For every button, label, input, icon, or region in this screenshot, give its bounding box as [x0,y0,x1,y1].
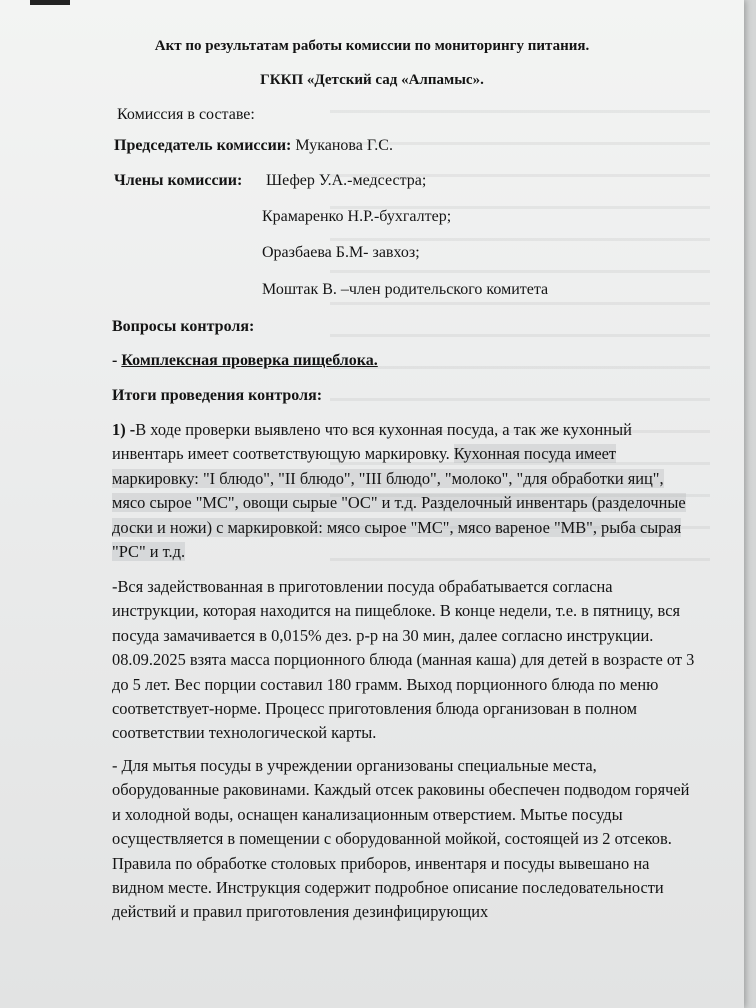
result-paragraph-2: -Вся задействованная в приготовлении посуда обрабатывается согласна инструкции, которая находится на пищеблоке. В конце недели, т.е. в пятницу, вся посуда замачивается в 0,015% дез. р-р на 30 мин, далее согласно инструкции. 08.09.2025 взята масса порционного блюда (манная каша) для детей в возрасте от 3 до 5 лет. Вес порции составил 180 грамм. Выход порционного блюда по меню соответствует-норме. Процесс приготовления блюда организован в полном соответствии технологической карты. [112,577,695,743]
document-title: Акт по результатам работы комиссии по мониторингу питания. [154,38,590,54]
result-paragraph-1 [112,418,698,564]
question-item [112,352,378,370]
commission-intro: Комиссия в составе: [117,106,255,123]
page-edge-mark [30,0,70,5]
results-heading: Итоги проведения контроля: [112,387,323,404]
document-subtitle: ГККП «Детский сад «Алпамыс». [260,72,484,88]
paragraph-number: 1) - [112,420,136,439]
questions-heading: Вопросы контроля: [112,318,255,335]
chair-name: Муканова Г.С. [295,137,393,154]
members-label: Члены комиссии: [114,172,243,189]
result-paragraph-3: - Для мытья посуды в учреждении организованы специальные места, оборудованные раковинами. Каждый отсек раковины обеспечен подводом горячей и холодной воды, оснащен канализационным отверстием. Мытье посуды осуществляется в помещении с оборудованной мойкой, состоящей из 2 отсеков. Правила по обработке столовых приборов, инвентаря и посуды вывешано на видном месте. Инструкция содержит подробное описание последовательности действий и правил приготовления дезинфицирующих [112,756,690,922]
question-text: Комплексная проверка пищеблока. [121,352,378,369]
paragraph-1-text: В ходе проверки выявлено что вся кухонная посуда, а так же кухонный инвентарь имеет соответствующую маркировку. [112,420,632,464]
member-item: Моштак В. –член родительского комитета [262,281,549,298]
member-item: Шефер У.А.-медсестра; [266,172,427,189]
member-item: Крамаренко Н.Р.-бухгалтер; [262,208,452,225]
question-dash: - [112,352,122,369]
chair-row [114,137,393,155]
paragraph-1-highlighted-text: Кухонная посуда имеет маркировку: "I блюдо", "II блюдо", "III блюдо", "молоко", "для обработки яиц", мясо сырое "МС", овощи сырые "ОС" и т.д. Разделочный инвентарь (разделочные доски и ножи) с маркировкой: мясо сырое "МС", мясо вареное "МВ", рыба сырая "РС" и т.д. [112,444,686,562]
chair-label: Председатель комиссии: [114,137,292,154]
member-item: Оразбаева Б.М- завхоз; [262,244,420,261]
